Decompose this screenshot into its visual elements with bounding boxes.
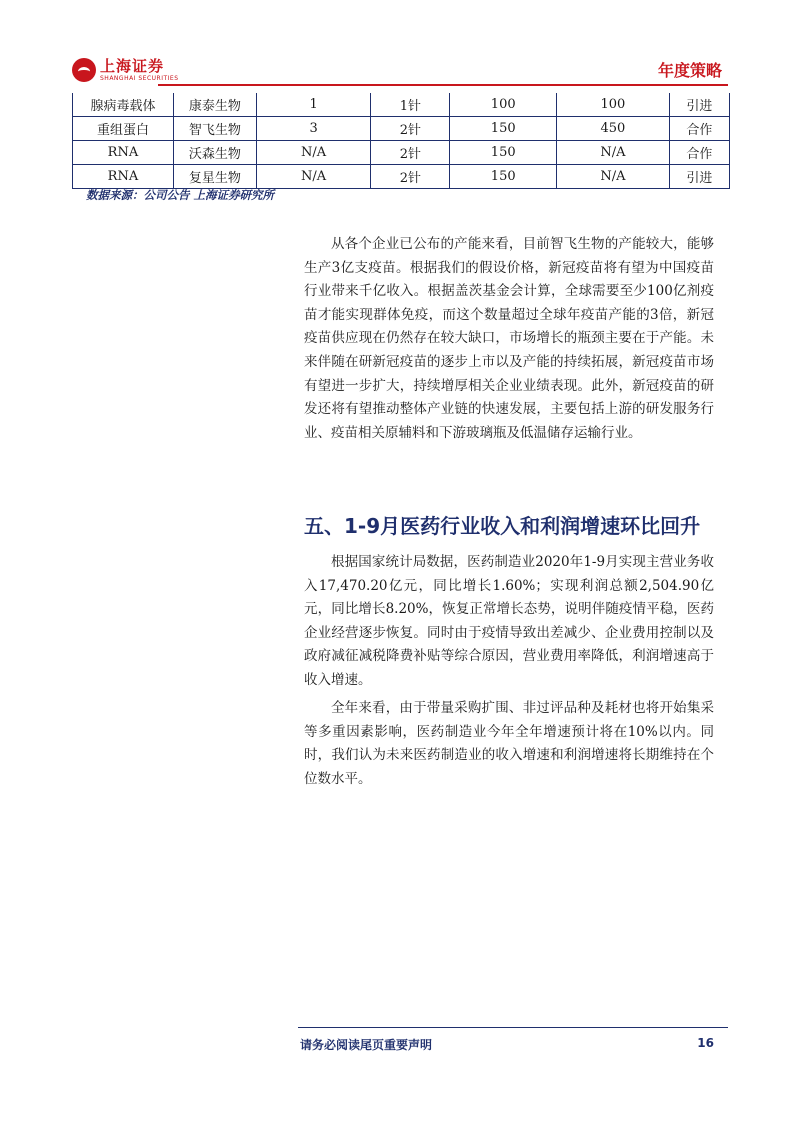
table-cell: 1针 — [371, 93, 450, 117]
company-logo — [72, 58, 179, 82]
table-cell: 2针 — [371, 165, 450, 189]
footer-divider — [298, 1027, 728, 1028]
table-cell: 重组蛋白 — [73, 117, 174, 141]
table-cell: N/A — [557, 141, 670, 165]
table-cell: RNA — [73, 141, 174, 165]
table-row — [73, 93, 730, 117]
table-cell: 2针 — [371, 117, 450, 141]
table-cell: 合作 — [669, 117, 729, 141]
table-cell: 智飞生物 — [173, 117, 256, 141]
logo-text-en: SHANGHAI SECURITIES — [100, 74, 179, 82]
table-row — [73, 141, 730, 165]
table-cell: 2针 — [371, 141, 450, 165]
table-cell: 引进 — [669, 165, 729, 189]
table-cell: 康泰生物 — [173, 93, 256, 117]
paragraph-annual-outlook: 全年来看，由于带量采购扩围、非过评品种及耗材也将开始集采等多重因素影响，医药制造业今年全年增速预计将在10%以内。同时，我们认为未来医药制造业的收入增速和利润增速将长期维持在个位数水平。 — [304, 700, 714, 787]
report-type-title: 年度策略 — [657, 61, 722, 80]
paragraph-vaccine-capacity: 从各个企业已公布的产能来看，目前智飞生物的产能较大，能够生产3亿支疫苗。根据我们的假设价格，新冠疫苗将有望为中国疫苗行业带来千亿收入。根据盖茨基金会计算，全球需要至少100亿剂疫苗才能实现群体免疫，而这个数量超过全球年疫苗产能的3倍，新冠疫苗供应现在仍然存在较大缺口，市场增长的瓶颈主要在于产能。未来伴随在研新冠疫苗的逐步上市以及产能的持续拓展，新冠疫苗市场有望进一步扩大，持续增厚相关企业业绩表现。此外，新冠疫苗的研发还将有望推动整体产业链的快速发展，主要包括上游的研发服务行业、疫苗相关原辅料和下游玻璃瓶及低温储存运输行业。 — [304, 236, 714, 441]
table-row — [73, 117, 730, 141]
logo-text-cn: 上海证券 — [100, 56, 165, 75]
table-cell: 引进 — [669, 93, 729, 117]
vaccine-capacity-table — [72, 93, 730, 189]
table-cell: 腺病毒载体 — [73, 93, 174, 117]
paragraph-industry-revenue: 根据国家统计局数据，医药制造业2020年1-9月实现主营业务收入17,470.20亿元，同比增长1.60%；实现利润总额2,504.90亿元，同比增长8.20%，恢复正常增长态势，说明伴随疫情平稳，医药企业经营逐步恢复。同时由于疫情导致出差减少、企业费用控制以及政府减征减税降费补贴等综合原因，营业费用率降低，利润增速高于收入增速。 — [304, 554, 714, 688]
table-cell: 3 — [256, 117, 371, 141]
table-cell: 100 — [450, 93, 557, 117]
table-cell: 150 — [450, 117, 557, 141]
table-cell: RNA — [73, 165, 174, 189]
page-header — [72, 52, 728, 92]
table-cell: 复星生物 — [173, 165, 256, 189]
table-cell: 沃森生物 — [173, 141, 256, 165]
table-cell: 450 — [557, 117, 670, 141]
disclaimer-note: 请务必阅读尾页重要声明 — [300, 1038, 433, 1052]
data-source-note: 数据来源：公司公告 上海证券研究所 — [86, 188, 275, 202]
logo-icon — [72, 58, 96, 82]
table-cell: 150 — [450, 165, 557, 189]
table-cell: N/A — [256, 165, 371, 189]
header-divider — [158, 84, 728, 86]
table-row — [73, 165, 730, 189]
page-number: 16 — [697, 1036, 714, 1050]
section-heading: 五、1-9月医药行业收入和利润增速环比回升 — [304, 514, 701, 538]
table-cell: N/A — [557, 165, 670, 189]
table-cell: 100 — [557, 93, 670, 117]
table-cell: N/A — [256, 141, 371, 165]
table-cell: 1 — [256, 93, 371, 117]
table-cell: 150 — [450, 141, 557, 165]
table-cell: 合作 — [669, 141, 729, 165]
